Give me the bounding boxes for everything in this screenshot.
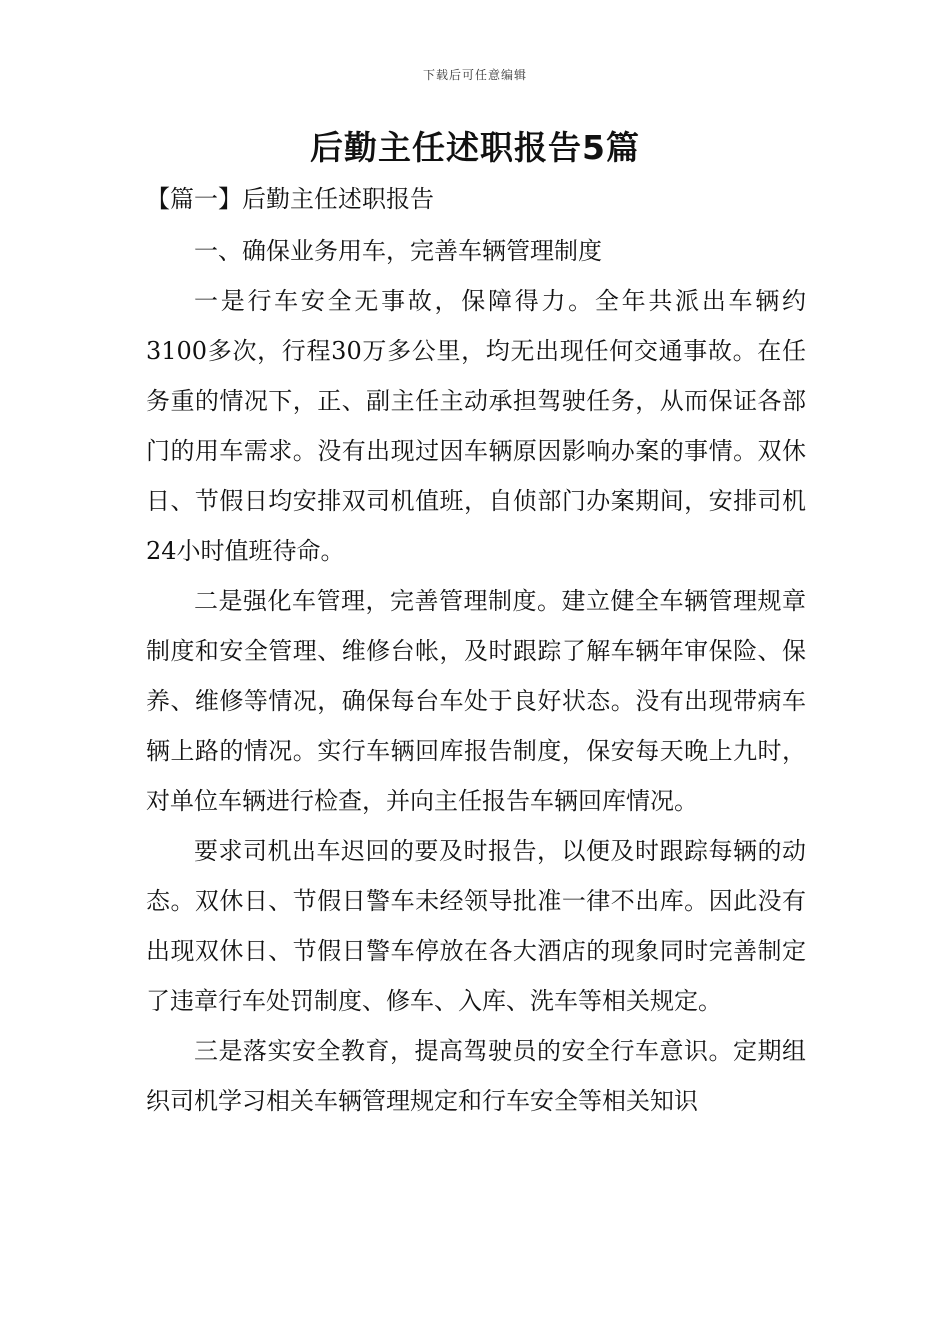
paragraph-subheading: 一、确保业务用车，完善车辆管理制度 <box>194 237 602 265</box>
body-text <box>146 226 806 1126</box>
section-heading: 【篇一】后勤主任述职报告 <box>146 185 434 213</box>
paragraph: 三是落实安全教育，提高驾驶员的安全行车意识。定期组织司机学习相关车辆管理规定和行车安全等相关知识 <box>146 1037 806 1115</box>
paragraph: 二是强化车管理，完善管理制度。建立健全车辆管理规章制度和安全管理、维修台帐，及时跟踪了解车辆年审保险、保养、维修等情况，确保每台车处于良好状态。没有出现带病车辆上路的情况。实行车辆回库报告制度，保安每天晚上九时，对单位车辆进行检查，并向主任报告车辆回库情况。 <box>146 587 806 815</box>
document-title: 后勤主任述职报告5篇 <box>310 128 640 167</box>
paragraph: 一是行车安全无事故，保障得力。全年共派出车辆约3100多次，行程30万多公里，均无出现任何交通事故。在任务重的情况下，正、副主任主动承担驾驶任务，从而保证各部门的用车需求。没有出现过因车辆原因影响办案的事情。双休日、节假日均安排双司机值班，自侦部门办案期间，安排司机24小时值班待命。 <box>146 287 806 565</box>
header-note: 下载后可任意编辑 <box>422 68 527 82</box>
paragraph: 要求司机出车迟回的要及时报告，以便及时跟踪每辆的动态。双休日、节假日警车未经领导批准一律不出库。因此没有出现双休日、节假日警车停放在各大酒店的现象同时完善制定了违章行车处罚制度、修车、入库、洗车等相关规定。 <box>146 837 806 1015</box>
